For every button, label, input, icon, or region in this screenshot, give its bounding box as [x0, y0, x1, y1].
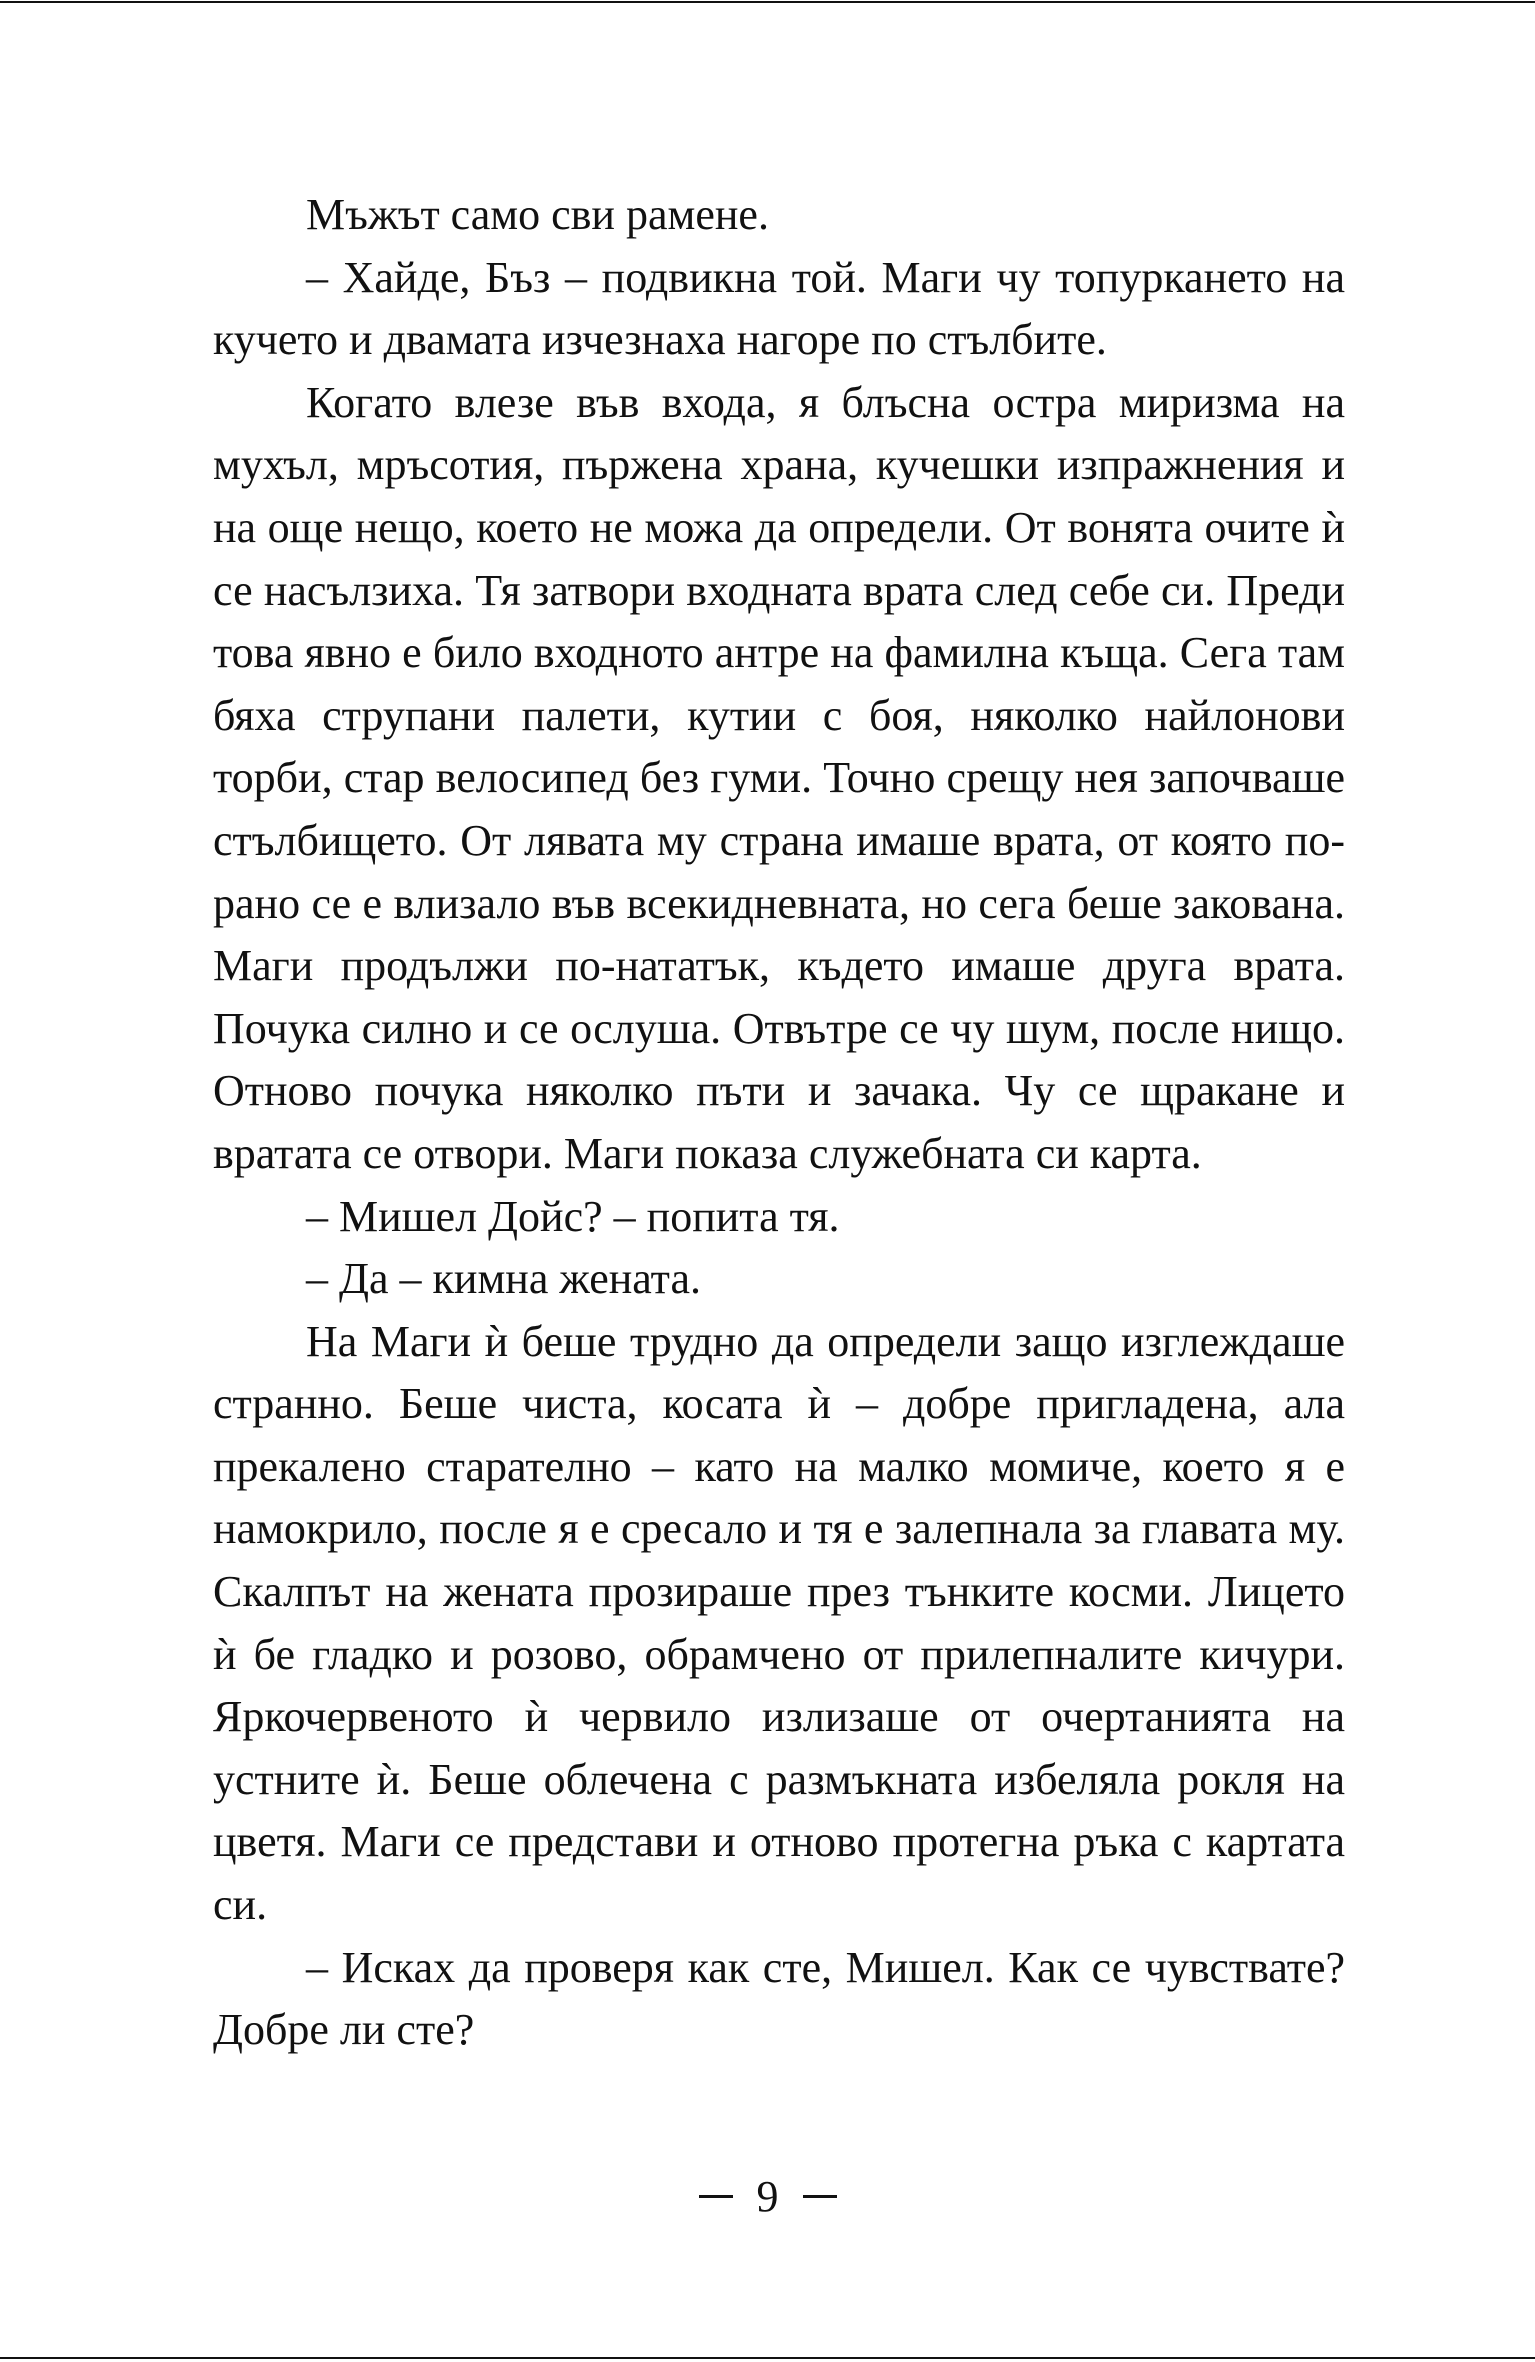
page-number-dash-left [699, 2195, 733, 2198]
page-number-value: 9 [756, 2171, 779, 2221]
body-text [213, 184, 1345, 2062]
paragraph: – Исках да проверя как сте, Мишел. Как се чувствате? Добре ли сте? [213, 1942, 1345, 2055]
paragraph: – Мишел Дойс? – попита тя. [306, 1191, 840, 1241]
page-number-dash-right [803, 2195, 837, 2198]
paragraph: На Маги ѝ беше трудно да определи защо изглеждаше странно. Беше чиста, косата ѝ – добре пригладена, ала прекалено старателно – като на малко момиче, което я е намокрило, после я е сресало и тя е залепнала за главата му. Скалпът на жената прозираше през тънките косми. Лицето ѝ бе гладко и розово, обрамчено от прилепналите кичури. Яркочервеното ѝ червило излизаше от очертанията на устните ѝ. Беше облечена с размъкната избеляла рокля на цветя. Маги се представи и отново протегна ръка с картата си. [213, 1316, 1345, 1930]
paragraph: Когато влезе във входа, я блъсна остра миризма на мухъл, мръсотия, пържена храна, кучешки изпражнения и на още нещо, което не можа да определи. От вонята очите ѝ се насълзиха. Тя затвори входната врата след себе си. Преди това явно е било входното антре на фамилна къща. Сега там бяха струпани палети, кутии с боя, няколко найлонови торби, стар велосипед без гуми. Точно срещу нея започваше стълбището. От лявата му страна имаше врата, от която по-рано се е влизало във всекидневната, но сега беше закована. Маги продължи по-нататък, където имаше друга врата. Почука силно и се ослуша. Отвътре се чу шум, после нищо. Отново почука няколко пъти и зачака. Чу се щракане и вратата се отвори. Маги показа служебната си карта. [213, 377, 1345, 1178]
paragraph: – Да – кимна жената. [306, 1254, 701, 1304]
page-number [0, 2168, 1535, 2222]
paragraph: – Хайде, Бъз – подвикна той. Маги чу топуркането на кучето и двамата изчезнаха нагоре по стълбите. [213, 252, 1345, 365]
bottom-border-line [0, 2357, 1535, 2359]
paragraph: Мъжът само сви рамене. [306, 190, 769, 239]
top-border-line [0, 1, 1535, 3]
